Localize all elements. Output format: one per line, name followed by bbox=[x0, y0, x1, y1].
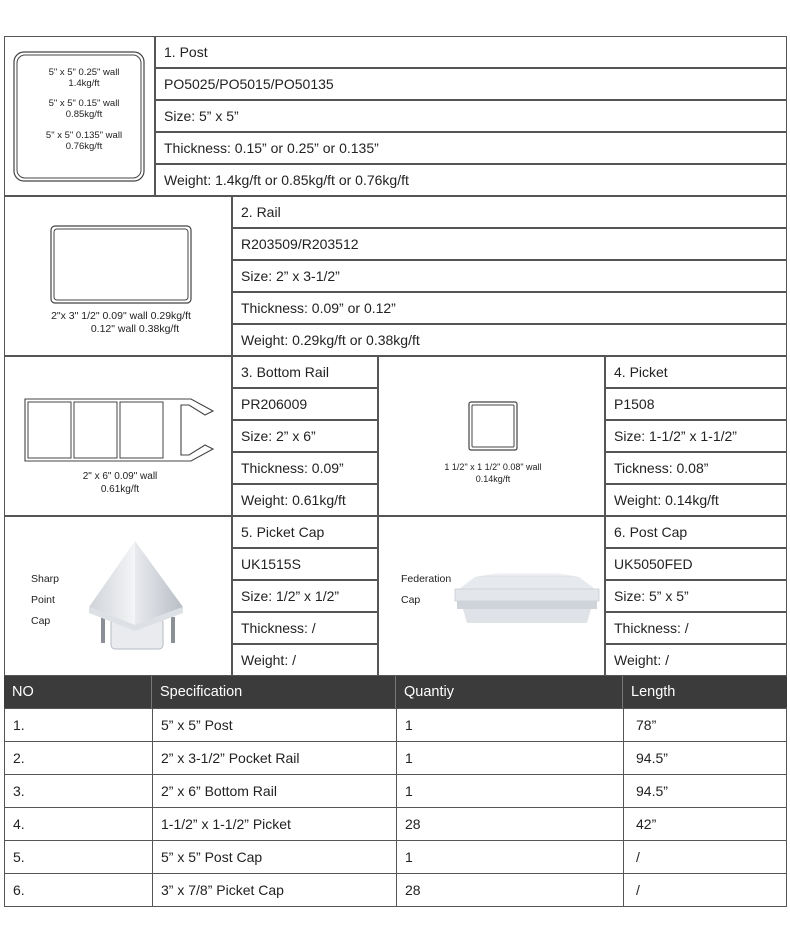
row-length: 94.5” bbox=[623, 741, 787, 775]
row-specification: 5” x 5” Post bbox=[152, 708, 397, 742]
picket-cap-code: UK1515S bbox=[232, 548, 378, 580]
bottom-rail-diagram-cell bbox=[4, 356, 232, 516]
post-spec-1: 5" x 5" 0.25" wall 1.4kg/ft bbox=[48, 67, 120, 89]
post-cap-thickness: Thickness: / bbox=[605, 612, 787, 644]
row-length: / bbox=[623, 840, 787, 874]
rail-size: Size: 2” x 3-1/2” bbox=[232, 260, 787, 292]
post-weight: Weight: 1.4kg/ft or 0.85kg/ft or 0.76kg/ft bbox=[155, 164, 787, 196]
picket-cap-label-3: Cap bbox=[31, 615, 51, 627]
row-no: 5. bbox=[4, 840, 153, 874]
rail-weight: Weight: 0.29kg/ft or 0.38kg/ft bbox=[232, 324, 787, 356]
row-length: 94.5” bbox=[623, 774, 787, 808]
row-quantity: 1 bbox=[396, 741, 624, 775]
row-specification: 1-1/2” x 1-1/2” Picket bbox=[152, 807, 397, 841]
picket-cap-thickness: Thickness: / bbox=[232, 612, 378, 644]
picket-spec-1: 1 1/2" x 1 1/2" 0.08" wall bbox=[444, 462, 542, 472]
row-no: 2. bbox=[4, 741, 153, 775]
row-length: 78” bbox=[623, 708, 787, 742]
row-length: / bbox=[623, 873, 787, 907]
row-specification: 2” x 3-1/2” Pocket Rail bbox=[152, 741, 397, 775]
rail-spec-2: 0.12" wall 0.38kg/ft bbox=[90, 323, 180, 335]
post-cap-weight: Weight: / bbox=[605, 644, 787, 676]
bottom-rail-code: PR206009 bbox=[232, 388, 378, 420]
header-specification: Specification bbox=[152, 676, 396, 708]
picket-cap-size: Size: 1/2” x 1/2” bbox=[232, 580, 378, 612]
parts-table-header bbox=[4, 676, 787, 708]
picket-cap-label-2: Point bbox=[31, 594, 55, 606]
picket-cap-title: 5. Picket Cap bbox=[232, 516, 378, 548]
picket-thickness: Tickness: 0.08” bbox=[605, 452, 787, 484]
row-length: 42” bbox=[623, 807, 787, 841]
post-spec-2: 5" x 5" 0.15" wall 0.85kg/ft bbox=[48, 98, 120, 120]
post-diagram-cell bbox=[4, 36, 155, 196]
picket-spec-2: 0.14kg/ft bbox=[475, 474, 511, 484]
post-cap-label-2: Cap bbox=[401, 594, 421, 606]
bottom-rail-size: Size: 2” x 6” bbox=[232, 420, 378, 452]
post-size: Size: 5” x 5” bbox=[155, 100, 787, 132]
federation-cap-image bbox=[453, 567, 601, 629]
row-quantity: 1 bbox=[396, 774, 624, 808]
row-specification: 3” x 7/8” Picket Cap bbox=[152, 873, 397, 907]
post-cap-code: UK5050FED bbox=[605, 548, 787, 580]
header-no: NO bbox=[4, 676, 152, 708]
picket-diagram-cell bbox=[378, 356, 605, 516]
rail-title: 2. Rail bbox=[232, 196, 787, 228]
picket-cap-label-1: Sharp bbox=[31, 573, 60, 585]
header-length: Length bbox=[623, 676, 787, 708]
bottom-rail-spec-1: 2" x 6" 0.09" wall bbox=[82, 471, 158, 482]
picket-code: P1508 bbox=[605, 388, 787, 420]
row-quantity: 1 bbox=[396, 708, 624, 742]
post-spec-3: 5" x 5" 0.135" wall 0.76kg/ft bbox=[45, 130, 123, 152]
bottom-rail-profile-drawing bbox=[23, 397, 223, 465]
row-quantity: 1 bbox=[396, 840, 624, 874]
picket-title: 4. Picket bbox=[605, 356, 787, 388]
post-cap-title: 6. Post Cap bbox=[605, 516, 787, 548]
rail-spec-1: 2"x 3" 1/2" 0.09" wall 0.29kg/ft bbox=[51, 310, 191, 322]
row-specification: 2” x 6” Bottom Rail bbox=[152, 774, 397, 808]
picket-weight: Weight: 0.14kg/ft bbox=[605, 484, 787, 516]
bottom-rail-title: 3. Bottom Rail bbox=[232, 356, 378, 388]
bottom-rail-thickness: Thickness: 0.09” bbox=[232, 452, 378, 484]
rail-profile-drawing bbox=[50, 225, 192, 305]
rail-diagram-cell bbox=[4, 196, 232, 356]
post-title: 1. Post bbox=[155, 36, 787, 68]
row-no: 3. bbox=[4, 774, 153, 808]
picket-cap-image-cell bbox=[4, 516, 232, 676]
post-cap-label-1: Federation bbox=[401, 573, 452, 585]
rail-thickness: Thickness: 0.09” or 0.12” bbox=[232, 292, 787, 324]
bottom-rail-weight: Weight: 0.61kg/ft bbox=[232, 484, 378, 516]
picket-size: Size: 1-1/2” x 1-1/2” bbox=[605, 420, 787, 452]
row-specification: 5” x 5” Post Cap bbox=[152, 840, 397, 874]
picket-profile-drawing bbox=[468, 401, 518, 451]
row-no: 6. bbox=[4, 873, 153, 907]
sharp-point-cap-image bbox=[83, 537, 193, 655]
post-cap-size: Size: 5” x 5” bbox=[605, 580, 787, 612]
row-quantity: 28 bbox=[396, 807, 624, 841]
post-thickness: Thickness: 0.15” or 0.25” or 0.135” bbox=[155, 132, 787, 164]
picket-cap-weight: Weight: / bbox=[232, 644, 378, 676]
post-cap-image-cell bbox=[378, 516, 605, 676]
bottom-rail-spec-2: 0.61kg/ft bbox=[100, 484, 140, 495]
rail-code: R203509/R203512 bbox=[232, 228, 787, 260]
row-no: 4. bbox=[4, 807, 153, 841]
post-code: PO5025/PO5015/PO50135 bbox=[155, 68, 787, 100]
row-quantity: 28 bbox=[396, 873, 624, 907]
row-no: 1. bbox=[4, 708, 153, 742]
header-quantity: Quantiy bbox=[396, 676, 623, 708]
